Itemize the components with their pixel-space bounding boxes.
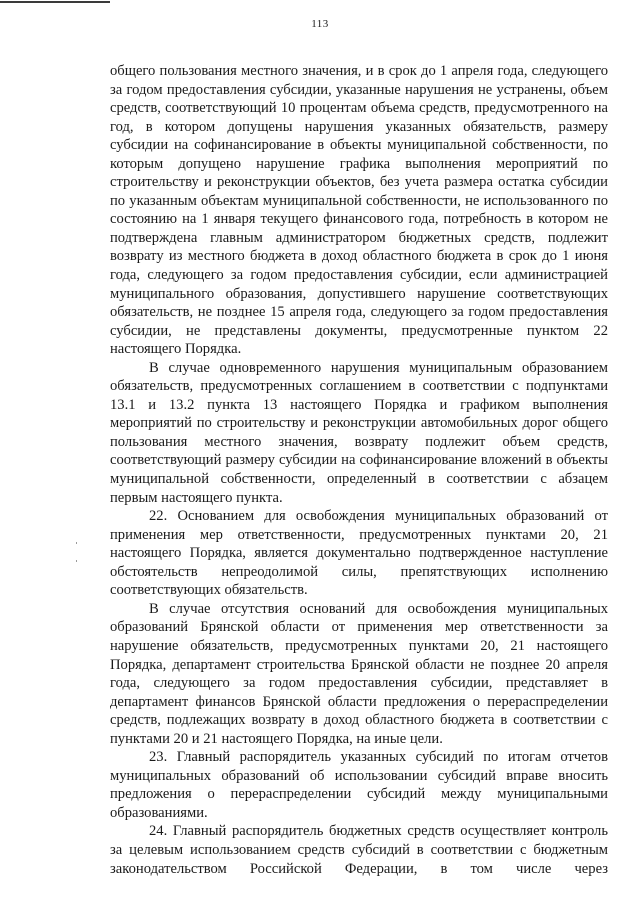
margin-speck: [76, 542, 77, 544]
margin-speck: [76, 560, 77, 562]
paragraph-item-22: 22. Основанием для освобождения муниципальных образований от применения мер ответственности, предусмотренных пунктами 20, 21 настоящего Порядка, является документально подтвержденное наступление обстоятельств непреодолимой силы, препятствующих исполнению соответствующих обязательств.: [110, 508, 608, 599]
page-number: 113: [311, 18, 329, 30]
paragraph-simultaneous-violation: В случае одновременного нарушения муниципальным образованием обязательств, предусмотренных соглашением в соответствии с подпунктами 13.1 и 13.2 пункта 13 настоящего Порядка и графиком выполнения мероприятий по строительству и реконструкции автомобильных дорог общего пользования местного значения, возврату подлежит объем средств, соответствующий размеру субсидии на софинансирование вложений в объекты муниципальной собственности, определенный в соответствии с абзацем первым настоящего пункта.: [110, 359, 608, 506]
top-scan-rule: [0, 1, 110, 3]
paragraph-no-grounds: В случае отсутствия оснований для освобождения муниципальных образований Брянской области от применения мер ответственности за нарушение обязательств, предусмотренных пунктами 20, 21 настоящего Порядка, департамент строительства Брянской области не позднее 20 апреля года, следующего за годом предоставления субсидии, представляет в департамент финансов Брянской области предложения о перераспределении средств, подлежащих возврату в доход областного бюджета в соответствии с пунктами 20 и 21 настоящего Порядка, на иные цели.: [110, 600, 608, 747]
paragraph-item-24: 24. Главный распорядитель бюджетных средств осуществляет контроль за целевым использованием средств субсидий в соответствии с бюджетным законодательством Российской Федерации, в том числе через: [110, 823, 608, 877]
paragraph-continuation: общего пользования местного значения, и в срок до 1 апреля года, следующего за годом предоставления субсидии, указанные нарушения не устранены, объем средств, соответствующий 10 процентам объема средств, предусмотренного на год, в котором допущены нарушения указанных обязательств, размеру субсидии на софинансирование в объекты муниципальной собственности, по которым допущено нарушение графика выполнения мероприятий по строительству и реконструкции объектов, без учета размера остатка субсидии по указанным объектам муниципальной собственности, не использованного по состоянию на 1 января текущего финансового года, потребность в котором не подтверждена главным администратором бюджетных средств, подлежит возврату из местного бюджета в доход областного бюджета в срок до 1 июня года, следующего за годом предоставления субсидии, если администрацией муниципального образования, допустившего нарушение соответствующих обязательств, не позднее 15 апреля года, следующего за годом предоставления субсидии, не представлены документы, предусмотренные пунктом 22 настоящего Порядка.: [110, 63, 608, 358]
document-body: [110, 62, 608, 878]
paragraph-item-23: 23. Главный распорядитель указанных субсидий по итогам отчетов муниципальных образований об использовании субсидий вправе вносить предложения о перераспределении субсидий между муниципальными образованиями.: [110, 749, 608, 821]
